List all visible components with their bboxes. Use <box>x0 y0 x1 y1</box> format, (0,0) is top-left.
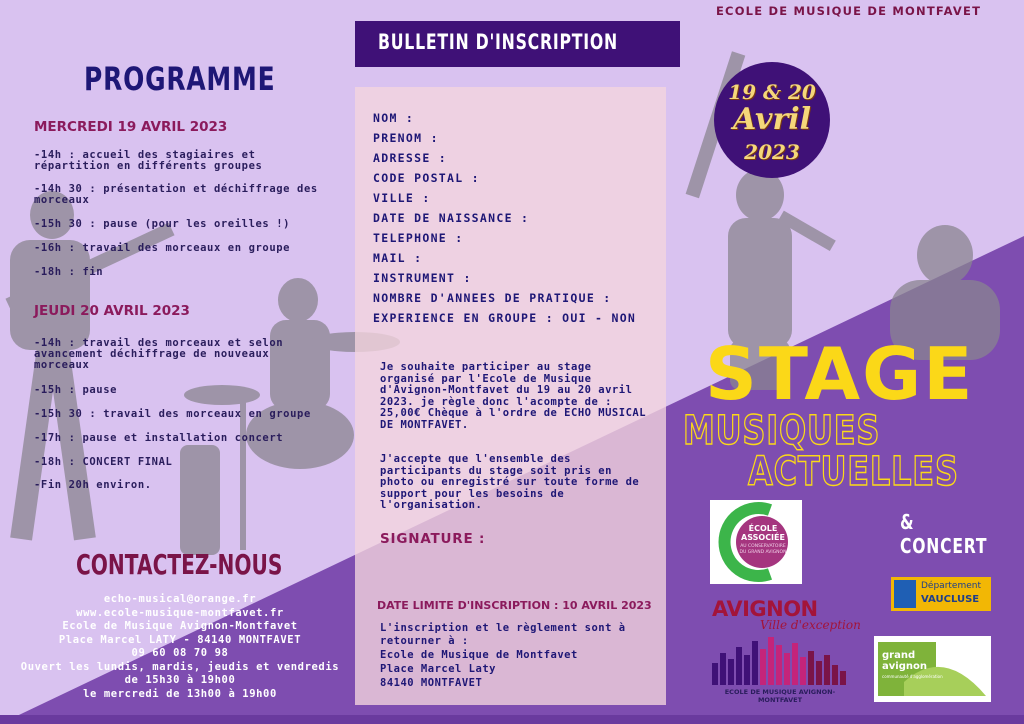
ecole-associee-line: ÉCOLE <box>748 524 778 533</box>
programme-item: -14h 30 : présentation et déchiffrage des morceaux <box>34 183 318 206</box>
date-badge <box>714 62 830 178</box>
programme-title: PROGRAMME <box>84 60 276 98</box>
form-field-adresse: ADRESSE : <box>373 151 448 165</box>
form-field-nom: NOM : <box>373 111 415 125</box>
programme-item: -14h : travail des morceaux et selon avancement déchiffrage de nouveaux morceaux <box>34 337 284 371</box>
form-field-mail: MAIL : <box>373 251 423 265</box>
grand-avignon-text: communauté d'agglomération <box>882 674 943 679</box>
programme-item: -18h : CONCERT FINAL <box>34 456 173 468</box>
vaucluse-label: VAUCLUSE <box>921 594 980 605</box>
form-field-prenom: PRENOM : <box>373 131 439 145</box>
day-2-label: JEUDI 20 AVRIL 2023 <box>34 303 190 319</box>
photo-consent-paragraph: J'accepte que l'ensemble des participants du stage soit pris en photo ou enregistré sur toute forme de support pour les besoins de l'organisation. <box>380 453 640 512</box>
return-line: L'inscription et le règlement sont à <box>380 622 626 634</box>
departement-label: Département <box>921 581 981 591</box>
ecole-associee-logo <box>710 500 802 584</box>
contact-line: de 15h30 à 19h00 <box>124 674 236 686</box>
participation-paragraph: Je souhaite participer au stage organisé par l'Ecole de Musique d'Avignon-Montfavet du 19 au 20 avril 2023. je règle donc l'acompte de : 25,00€ Chèque à l'ordre de ECHO MUSICAL DE MONTFAVET. <box>380 361 647 431</box>
avignon-tagline: Ville d'exception <box>760 618 861 632</box>
avignon-logo-text: AVIGNON <box>712 597 818 621</box>
date-year: 2023 <box>744 140 800 164</box>
signature-label: SIGNATURE : <box>380 531 486 547</box>
form-field-code-postal: CODE POSTAL : <box>373 171 480 185</box>
ecole-associee-line: ASSOCIÉE <box>741 533 785 542</box>
day-1-label: MERCREDI 19 AVRIL 2023 <box>34 119 228 135</box>
actuelles-title: ACTUELLES <box>748 449 959 495</box>
programme-item: -16h : travail des morceaux en groupe <box>34 242 291 254</box>
vaucluse-v-icon <box>894 580 916 608</box>
date-days: 19 & 20 <box>728 80 816 104</box>
contact-line: Place Marcel LATY - 84140 MONTFAVET <box>58 634 302 646</box>
programme-item: -Fin 20h environ. <box>34 479 152 491</box>
concert-subtitle: & CONCERT <box>900 510 988 558</box>
programme-item: -15h 30 : travail des morceaux en groupe <box>34 408 311 420</box>
school-logo-text: ECOLE DE MUSIQUE AVIGNON-MONTFAVET <box>724 688 836 704</box>
form-field-date-naissance: DATE DE NAISSANCE : <box>373 211 530 225</box>
programme-item: -15h : pause <box>34 384 118 396</box>
grand-avignon-logo <box>874 636 991 702</box>
return-line: 84140 MONTFAVET <box>380 677 483 689</box>
equalizer-icon <box>708 633 852 689</box>
form-field-annees-pratique: NOMBRE D'ANNEES DE PRATIQUE : <box>373 291 612 305</box>
ecole-associee-line: AU CONSERVATOIRE <box>740 544 786 549</box>
return-line: retourner à : <box>380 635 469 647</box>
grand-avignon-text: grand <box>882 650 916 661</box>
date-month: Avril <box>732 102 812 137</box>
contact-title: CONTACTEZ-NOUS <box>76 548 283 581</box>
contact-line: Ecole de Musique Avignon-Montfavet <box>62 620 298 632</box>
form-field-instrument: INSTRUMENT : <box>373 271 472 285</box>
bulletin-title: BULLETIN D'INSCRIPTION <box>378 30 618 54</box>
contact-website[interactable]: www.ecole-musique-montfavet.fr <box>76 607 284 619</box>
form-field-ville: VILLE : <box>373 191 431 205</box>
school-name-header: ECOLE DE MUSIQUE DE MONTFAVET <box>716 4 982 18</box>
musiques-title: MUSIQUES <box>683 408 881 454</box>
ecole-associee-line: DU GRAND AVIGNON <box>739 550 787 555</box>
vaucluse-logo <box>891 577 991 611</box>
contact-line: le mercredi de 13h00 à 19h00 <box>83 688 277 700</box>
programme-item: -18h : fin <box>34 266 104 278</box>
contact-phone: 09 60 08 70 98 <box>131 647 229 659</box>
return-line: Ecole de Musique de Montfavet <box>380 649 578 661</box>
programme-item: -14h : accueil des stagiaires et répartition en différents groupes <box>34 149 263 172</box>
return-line: Place Marcel Laty <box>380 663 496 675</box>
registration-deadline: DATE LIMITE D'INSCRIPTION : 10 AVRIL 2023 <box>377 599 652 612</box>
form-field-telephone: TELEPHONE : <box>373 231 464 245</box>
contact-line: Ouvert les lundis, mardis, jeudis et vendredis <box>20 661 340 673</box>
grand-avignon-text: avignon <box>882 661 927 672</box>
programme-item: -15h 30 : pause (pour les oreilles !) <box>34 218 291 230</box>
contact-email[interactable]: echo-musical@orange.fr <box>103 593 257 605</box>
form-field-experience-groupe: EXPERIENCE EN GROUPE : OUI - NON <box>373 311 637 325</box>
programme-item: -17h : pause et installation concert <box>34 432 284 444</box>
stage-title: STAGE <box>705 332 975 416</box>
